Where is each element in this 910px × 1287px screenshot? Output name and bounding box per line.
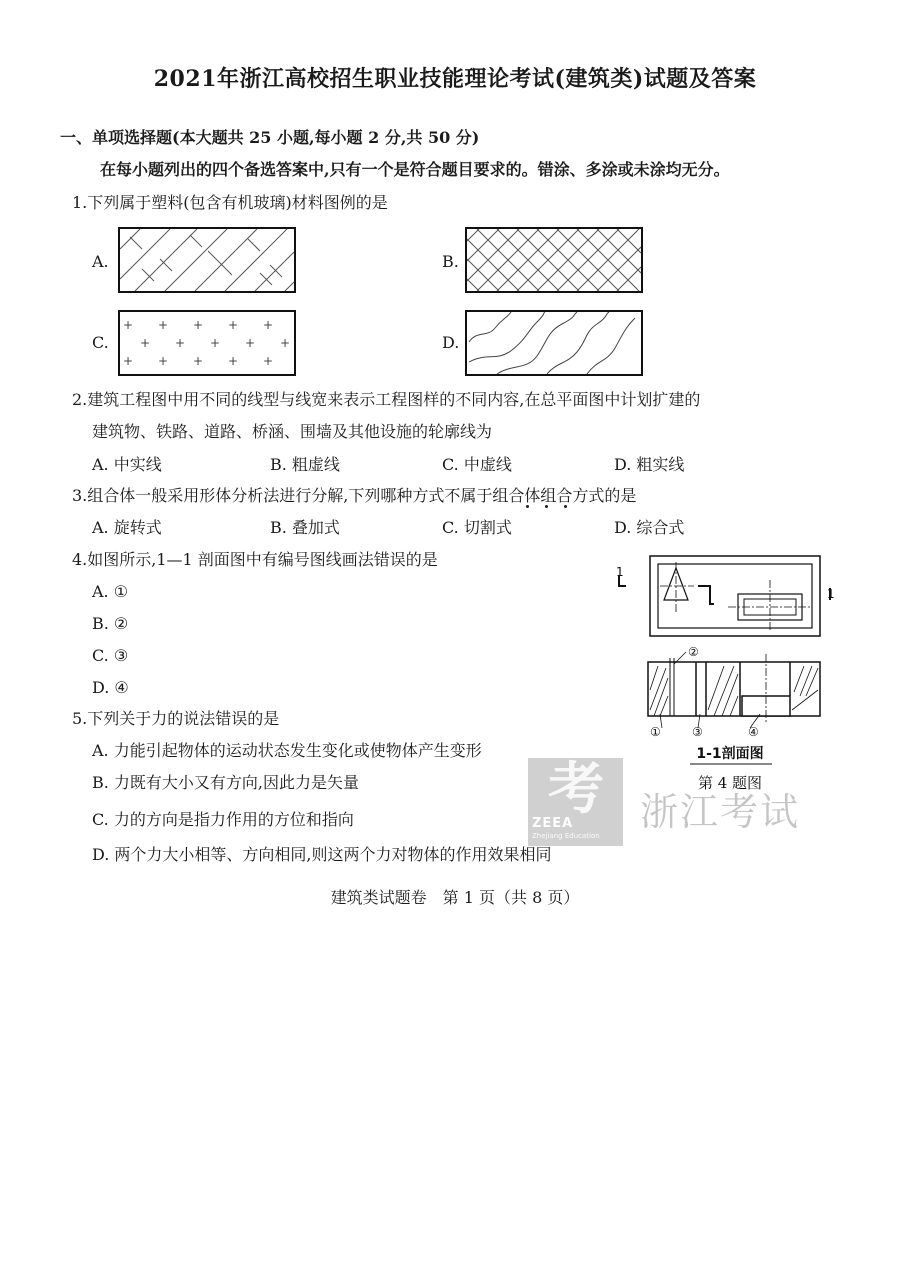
svg-text:+: + — [158, 318, 169, 332]
q5-option-d: D. 两个力大小相等、方向相同,则这两个力对物体的作用效果相同 — [92, 845, 552, 864]
q3-option-a: A. 旋转式 — [92, 518, 162, 537]
q1-option-c-hatch — [118, 310, 296, 376]
svg-text:+: + — [158, 354, 169, 368]
callout-2: ② — [688, 645, 699, 659]
callout-3: ③ — [692, 725, 703, 739]
svg-text:+: + — [175, 336, 186, 350]
svg-text:+: + — [280, 336, 291, 350]
emphasis-dots — [526, 505, 576, 511]
callout-4: ④ — [748, 725, 759, 739]
figure-caption: 第 4 题图 — [697, 774, 763, 790]
q4-option-b: B. ② — [92, 614, 129, 633]
page-title: 2021年浙江高校招生职业技能理论考试(建筑类)试题及答案 — [153, 66, 757, 92]
page-footer: 建筑类试题卷 第 1 页（共 8 页） — [330, 888, 580, 907]
q1-option-a-label: A. — [92, 252, 109, 271]
q4-stem: 4.如图所示,1—1 剖面图中有编号图线画法错误的是 — [72, 550, 438, 569]
svg-text:+: + — [263, 354, 274, 368]
q1-option-d-label: D. — [442, 333, 460, 352]
q2-stem-line2: 建筑物、铁路、道路、桥涵、围墙及其他设施的轮廓线为 — [92, 422, 493, 441]
svg-text:+: + — [140, 336, 151, 350]
svg-text:+: + — [193, 354, 204, 368]
q5-option-b: B. 力既有大小又有方向,因此力是矢量 — [92, 773, 360, 792]
q1-option-b-hatch — [465, 227, 643, 293]
cut-mark-left-label: 1 — [616, 565, 624, 579]
q2-option-a: A. 中实线 — [92, 455, 162, 474]
q3-stem: 3.组合体一般采用形体分析法进行分解,下列哪种方式不属于组合体组合方式的是 — [72, 486, 637, 505]
q1-option-d-hatch — [465, 310, 643, 376]
svg-text:+: + — [228, 318, 239, 332]
callout-1: ① — [650, 725, 661, 739]
svg-text:+: + — [210, 336, 221, 350]
section-heading: 一、单项选择题(本大题共 25 小题,每小题 2 分,共 50 分) — [60, 128, 480, 147]
q4-option-a: A. ① — [92, 582, 129, 601]
q5-option-c: C. 力的方向是指力作用的方位和指向 — [92, 810, 354, 829]
q2-stem-line1: 2.建筑工程图中用不同的线型与线宽来表示工程图样的不同内容,在总平面图中计划扩建的 — [72, 390, 701, 409]
q4-option-d: D. ④ — [92, 678, 129, 697]
q1-stem: 1.下列属于塑料(包含有机玻璃)材料图例的是 — [72, 193, 388, 212]
svg-text:+: + — [123, 354, 134, 368]
q1-option-a-hatch — [118, 227, 296, 293]
section-instruction: 在每小题列出的四个备选答案中,只有一个是符合题目要求的。错涂、多涂或未涂均无分。 — [100, 160, 730, 179]
q1-option-c-label: C. — [92, 333, 109, 352]
q5-option-a: A. 力能引起物体的运动状态发生变化或使物体产生变形 — [92, 741, 482, 760]
q5-stem: 5.下列关于力的说法错误的是 — [72, 709, 280, 728]
q3-option-b: B. 叠加式 — [270, 518, 340, 537]
q2-option-c: C. 中虚线 — [442, 455, 512, 474]
q3-option-c: C. 切割式 — [442, 518, 512, 537]
q3-option-d: D. 综合式 — [614, 518, 685, 537]
q4-figure — [610, 550, 840, 790]
watermark-brand: ZEEA — [532, 816, 574, 831]
q2-option-d: D. 粗实线 — [614, 455, 685, 474]
section-view-label: 1-1剖面图 — [696, 746, 764, 762]
q2-option-b: B. 粗虚线 — [270, 455, 340, 474]
svg-text:+: + — [123, 318, 134, 332]
cut-mark-right-label: 1 — [827, 587, 835, 601]
svg-text:+: + — [193, 318, 204, 332]
svg-text:+: + — [263, 318, 274, 332]
watermark-sub: Zhejiang Education — [532, 832, 600, 840]
svg-text:+: + — [245, 336, 256, 350]
q1-option-b-label: B. — [442, 252, 459, 271]
watermark-text: 浙江考试 — [640, 790, 801, 834]
watermark-logo — [528, 758, 623, 846]
q4-option-c: C. ③ — [92, 646, 129, 665]
svg-text:+: + — [228, 354, 239, 368]
watermark-glyph: 考 — [548, 757, 604, 822]
